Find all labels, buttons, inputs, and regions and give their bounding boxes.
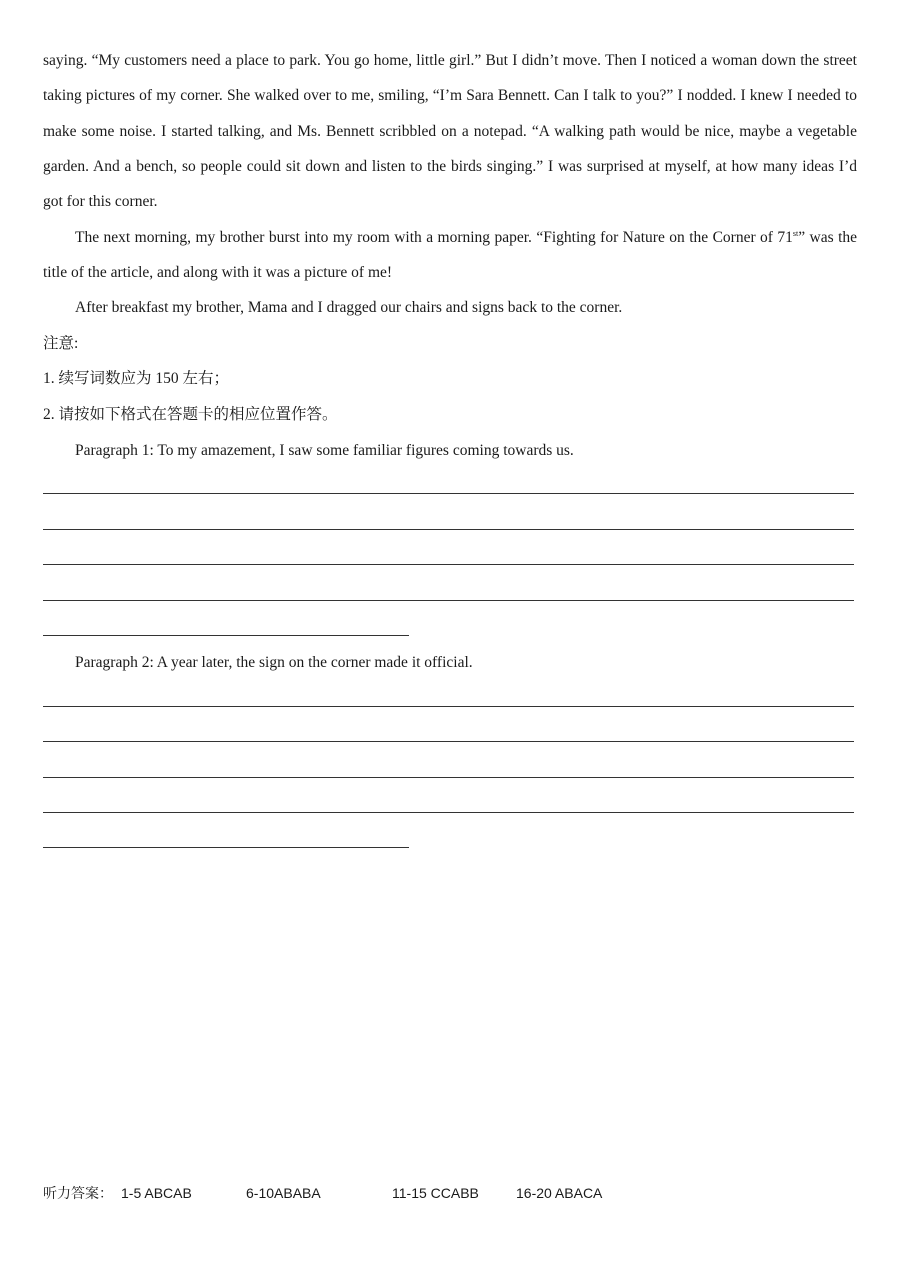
story-paragraph-3: After breakfast my brother, Mama and I dragged our chairs and signs back to the corner. bbox=[75, 299, 623, 316]
answers-1-5: 1-5 ABCAB bbox=[121, 1185, 192, 1201]
answer-line[interactable] bbox=[43, 493, 854, 494]
story-paragraph-2-text-a: The next morning, my brother burst into my room with a morning paper. “Fighting for Nature on the Corner of 71 bbox=[75, 229, 793, 246]
answer-line[interactable] bbox=[43, 564, 854, 565]
paragraph-2-prompt: Paragraph 2: A year later, the sign on the corner made it official. bbox=[75, 654, 473, 671]
answers-6-10: 6-10ABABA bbox=[246, 1185, 321, 1201]
answers-16-20: 16-20 ABACA bbox=[516, 1185, 603, 1201]
answers-11-15: 11-15 CCABB bbox=[392, 1185, 479, 1201]
answer-line[interactable] bbox=[43, 777, 854, 778]
answer-line[interactable] bbox=[43, 635, 409, 636]
story-paragraph-2 bbox=[43, 220, 857, 291]
answer-line[interactable] bbox=[43, 600, 854, 601]
story-paragraph-1: saying. “My customers need a place to park. You go home, little girl.” But I didn’t move. Then I noticed a woman down the street taking pictures of my corner. She walked over to me, smiling, “I’m Sara Bennett. Can I talk to you?” I nodded. I knew I needed to make some noise. I started talking, and Ms. Bennett scribbled on a notepad. “A walking path would be nice, maybe a vegetable garden. And a bench, so people could sit down and listen to the birds singing.” I was surprised at myself, at how many ideas I’d got for this corner. bbox=[43, 52, 857, 211]
paragraph-1-prompt: Paragraph 1: To my amazement, I saw some familiar figures coming towards us. bbox=[75, 442, 574, 459]
answer-line[interactable] bbox=[43, 741, 854, 742]
story-paragraph-2-text-b: ” was the title of the article, and along with it was a picture of me! bbox=[43, 229, 858, 282]
answer-line[interactable] bbox=[43, 529, 854, 530]
answer-line[interactable] bbox=[43, 812, 854, 813]
listening-answers-label: 听力答案： bbox=[43, 1185, 113, 1201]
answer-line[interactable] bbox=[43, 706, 854, 707]
notes-title: 注意: bbox=[43, 335, 79, 352]
note-item-1: 1. 续写词数应为 150 左右； bbox=[43, 370, 230, 387]
ordinal-suffix: st bbox=[792, 229, 799, 238]
answer-line[interactable] bbox=[43, 847, 409, 848]
note-item-2: 2. 请按如下格式在答题卡的相应位置作答。 bbox=[43, 406, 338, 423]
